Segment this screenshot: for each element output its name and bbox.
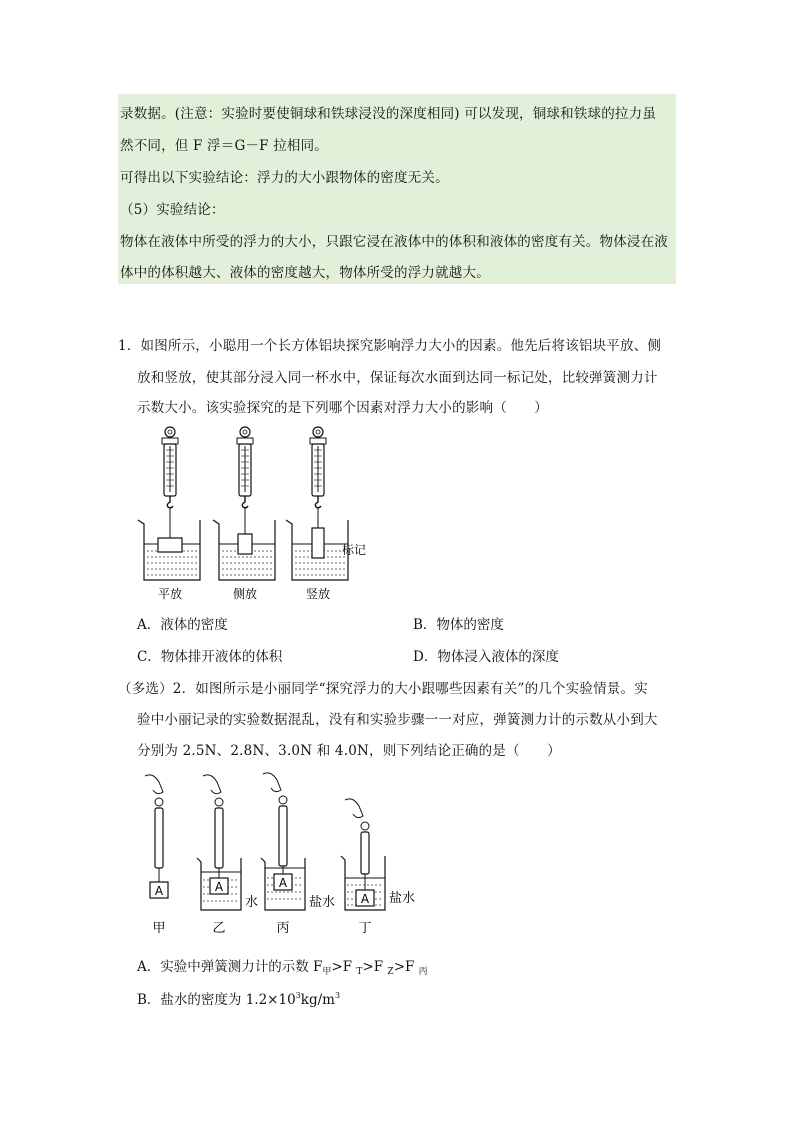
summary-line-4: （5）实验结论： — [120, 202, 225, 218]
q1-figure — [130, 420, 390, 610]
q1-label-upright: 竖放 — [305, 587, 331, 601]
q2-figure — [135, 770, 435, 940]
q1-setup-side — [213, 427, 275, 601]
q2-option-a-sub-4: 丙 — [418, 967, 428, 977]
q2-block-label-2: A — [214, 880, 224, 894]
q2-block-label-3: A — [278, 876, 288, 890]
q1-label-flat: 平放 — [157, 587, 183, 601]
summary-line-5: 物体在液体中所受的浮力的大小，只跟它浸在液体中的体积和液体的密度有关。物体浸在液 — [120, 234, 668, 250]
q1-line-1: 1．如图所示，小聪用一个长方体铝块探究影响浮力大小的因素。他先后将该铝块平放、侧 — [118, 338, 662, 354]
q1-option-b[interactable]: B．物体的密度 — [413, 617, 504, 633]
q1-option-c[interactable]: C．物体排开液体的体积 — [137, 649, 283, 665]
q2-option-a-text: A．实验中弹簧测力计的示数 F — [137, 959, 323, 975]
q2-option-a[interactable] — [137, 955, 428, 977]
q2-option-a-gt-2: >F — [362, 959, 388, 975]
q2-label-jia: 甲 — [152, 921, 166, 936]
q2-setup-ding — [341, 799, 415, 936]
q2-label-yi: 乙 — [212, 921, 226, 936]
q2-option-b-text: B．盐水的密度为 1.2×10 — [137, 992, 296, 1008]
q2-option-b-sup-2: 3 — [334, 991, 341, 1000]
q2-setup-yi — [197, 775, 258, 936]
q2-label-ding: 丁 — [358, 921, 372, 936]
q2-option-b[interactable] — [137, 988, 340, 1008]
q2-option-a-sub-3: Z — [387, 967, 394, 977]
q1-setup-upright — [286, 427, 366, 601]
q1-mark-label: 标记 — [342, 543, 367, 557]
q2-setup-bing — [261, 773, 335, 936]
q2-block-label-4: A — [360, 892, 370, 906]
q2-option-a-sub-2: T — [356, 967, 363, 977]
q1-label-side: 侧放 — [232, 587, 258, 601]
q1-option-d[interactable]: D．物体浸入液体的深度 — [413, 649, 559, 665]
summary-line-2: 然不同，但 F 浮＝G－F 拉相同。 — [120, 138, 328, 154]
summary-line-3: 可得出以下实验结论：浮力的大小跟物体的密度无关。 — [120, 170, 449, 186]
q1-line-2: 放和竖放，使其部分浸入同一杯水中，保证每次水面到达同一标记处，比较弹簧测力计 — [137, 370, 658, 386]
q2-line-1: （多选）2．如图所示是小丽同学“探究浮力的大小跟哪些因素有关”的几个实验情景。实 — [118, 681, 648, 697]
q2-label-bing: 丙 — [276, 921, 290, 936]
q2-liquid-water: 水 — [245, 895, 259, 910]
q2-option-a-gt-1: >F — [331, 959, 357, 975]
q2-setup-jia — [145, 775, 168, 936]
q1-option-a[interactable]: A．液体的密度 — [137, 617, 228, 633]
q2-liquid-brine-2: 盐水 — [389, 891, 416, 906]
q2-line-3: 分别为 2.5N、2.8N、3.0N 和 4.0N，则下列结论正确的是（ ） — [137, 743, 561, 759]
q2-option-b-sup-1: 3 — [295, 991, 301, 1000]
q1-line-3: 示数大小。该实验探究的是下列哪个因素对浮力大小的影响（ ） — [137, 400, 548, 416]
q2-option-a-sub-1: 甲 — [322, 967, 332, 977]
q1-setup-flat — [138, 427, 200, 601]
q2-option-a-gt-3: >F — [393, 959, 419, 975]
q2-block-label-1: A — [154, 884, 164, 898]
q2-liquid-brine-1: 盐水 — [309, 895, 336, 910]
summary-box — [118, 94, 676, 284]
q2-line-2: 验中小丽记录的实验数据混乱，没有和实验步骤一一对应，弹簧测力计的示数从小到大 — [137, 712, 658, 728]
summary-line-1: 录数据。(注意：实验时要使铜球和铁球浸没的深度相同) 可以发现，铜球和铁球的拉力虽 — [120, 106, 657, 122]
q2-option-b-unit: kg/m — [300, 992, 335, 1008]
summary-line-6: 体中的体积越大、液体的密度越大，物体所受的浮力就越大。 — [120, 265, 490, 281]
